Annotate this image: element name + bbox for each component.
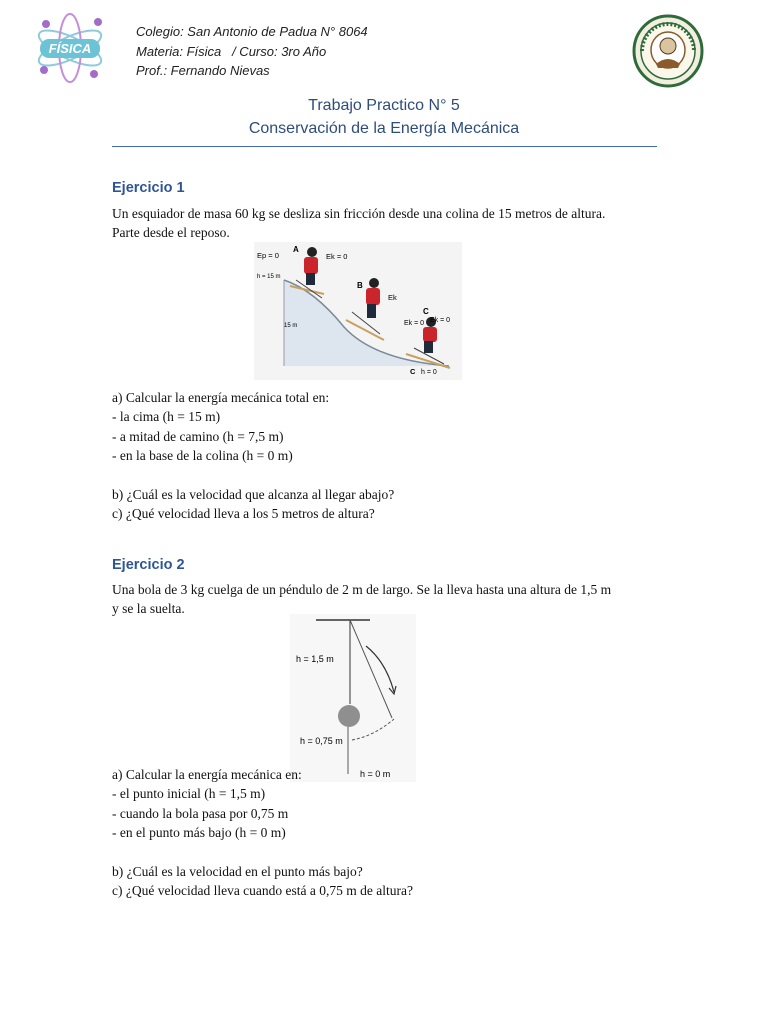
exercise-2-heading: Ejercicio 2 xyxy=(112,557,185,573)
exercise-2-intro xyxy=(112,580,657,619)
label-15m: 15 m xyxy=(284,323,298,329)
label-point-a: A xyxy=(293,245,299,254)
skier-figure xyxy=(254,242,462,380)
question-line: - el punto inicial (h = 1,5 m) xyxy=(112,786,266,802)
title-divider xyxy=(112,146,657,147)
question-line: - cuando la bola pasa por 0,75 m xyxy=(112,805,289,821)
teacher-name: Prof.: Fernando Nievas xyxy=(136,63,270,78)
question-line: - la cima (h = 15 m) xyxy=(112,409,221,425)
exercise-1-questions-bc xyxy=(112,485,657,524)
label-ep0: Ep = 0 xyxy=(257,251,279,260)
label-base-c: C xyxy=(410,367,416,376)
question-line: a) Calcular la energía mecánica total en: xyxy=(112,390,330,405)
exercise-2-intro-line: Una bola de 3 kg cuelga de un péndulo de 2 m de largo. Se la lleva hasta una altura de 1,5 m xyxy=(112,582,612,597)
school-seal xyxy=(632,14,704,88)
label-point-b: B xyxy=(357,281,363,290)
subject-course: Materia: Física / Curso: 3ro Año xyxy=(136,44,327,59)
question-line: - a mitad de camino (h = 7,5 m) xyxy=(112,428,284,444)
exercise-2-questions-bc xyxy=(112,862,657,901)
label-ek-b: Ek xyxy=(388,293,397,302)
label-ek0-a: Ek = 0 xyxy=(326,252,348,261)
label-h15: h = 15 m xyxy=(257,274,281,280)
logo-text: FÍSICA xyxy=(48,41,92,56)
question-line: b) ¿Cuál es la velocidad que alcanza al llegar abajo? xyxy=(112,487,395,502)
question-line: - en el punto más bajo (h = 0 m) xyxy=(112,824,286,840)
seal-icon xyxy=(632,14,704,88)
exercise-1-intro xyxy=(112,204,657,243)
atom-icon xyxy=(32,12,108,84)
question-line: a) Calcular la energía mecánica en: xyxy=(112,767,302,782)
exercise-1-question-a xyxy=(112,388,657,465)
exercise-2-question-a xyxy=(112,765,657,842)
fisica-logo xyxy=(32,12,108,84)
exercise-2-intro-line: y se la suelta. xyxy=(112,601,185,617)
page-subtitle: Conservación de la Energía Mecánica xyxy=(248,120,520,137)
pendulum-figure xyxy=(290,614,416,782)
label-point-c: C xyxy=(423,307,429,316)
label-ek0-c2: Ek = 0 xyxy=(430,317,451,324)
exercise-1-intro-line: Parte desde el reposo. xyxy=(112,225,230,241)
question-line: c) ¿Qué velocidad lleva cuando está a 0,75 m de altura? xyxy=(112,883,413,899)
exercise-1-heading: Ejercicio 1 xyxy=(112,180,185,196)
label-ek0-c: Ek = 0 xyxy=(404,320,425,327)
question-line: - en la base de la colina (h = 0 m) xyxy=(112,447,293,463)
question-line: c) ¿Qué velocidad lleva a los 5 metros de altura? xyxy=(112,506,375,522)
question-line: b) ¿Cuál es la velocidad en el punto más bajo? xyxy=(112,864,363,879)
page-title: Trabajo Practico N° 5 xyxy=(308,97,460,114)
label-h-1-5: h = 1,5 m xyxy=(296,654,334,664)
school-name: Colegio: San Antonio de Padua N° 8064 xyxy=(136,24,368,39)
exercise-1-intro-line: Un esquiador de masa 60 kg se desliza sin fricción desde una colina de 15 metros de altura. xyxy=(112,206,606,221)
label-h-0-75: h = 0,75 m xyxy=(300,736,343,746)
label-h-0: h = 0 m xyxy=(360,769,391,779)
label-h0: h = 0 xyxy=(421,369,437,376)
